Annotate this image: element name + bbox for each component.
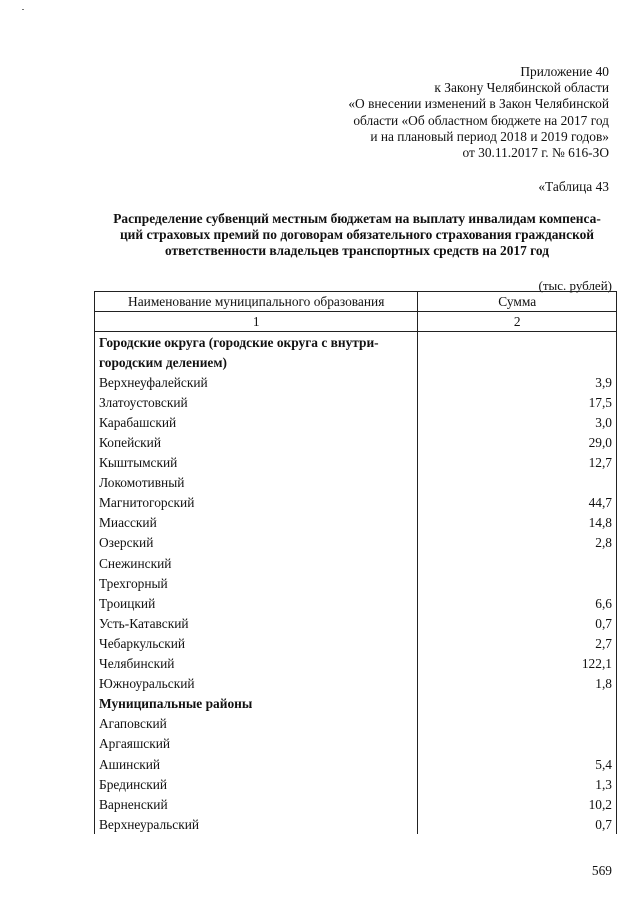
section-heading: Муниципальные районы bbox=[95, 694, 418, 714]
municipality-name: Верхнеуфалейский bbox=[95, 372, 418, 392]
municipality-name: Локомотивный bbox=[95, 473, 418, 493]
municipality-name: Аргаяшский bbox=[95, 734, 418, 754]
table-row bbox=[95, 613, 617, 633]
municipality-name: Брединский bbox=[95, 774, 418, 794]
table-row bbox=[95, 633, 617, 653]
title-line: ций страховых премий по договорам обязательного страхования гражданской bbox=[119, 227, 595, 243]
municipality-name: Кыштымский bbox=[95, 453, 418, 473]
appendix-line: «О внесении изменений в Закон Челябинской bbox=[348, 96, 609, 112]
sum-value bbox=[418, 734, 617, 754]
table-row bbox=[95, 714, 617, 734]
table-row bbox=[95, 593, 617, 613]
scan-mark bbox=[22, 9, 24, 10]
municipality-name: Копейский bbox=[95, 432, 418, 452]
table-label: «Таблица 43 bbox=[538, 179, 609, 194]
table-row bbox=[95, 513, 617, 533]
header-row bbox=[95, 292, 617, 312]
section-heading: Городские округа (городские округа с внутри- bbox=[95, 332, 418, 353]
table-row bbox=[95, 654, 617, 674]
table-row bbox=[95, 453, 617, 473]
document-title bbox=[92, 211, 622, 260]
sum-value: 29,0 bbox=[418, 432, 617, 452]
section-row bbox=[95, 352, 617, 372]
municipality-name: Усть-Катавский bbox=[95, 613, 418, 633]
sum-value: 6,6 bbox=[418, 593, 617, 613]
appendix-line: и на плановый период 2018 и 2019 годов» bbox=[370, 128, 609, 144]
appendix-line: области «Об областном бюджете на 2017 год bbox=[353, 112, 609, 128]
municipality-name: Троицкий bbox=[95, 593, 418, 613]
municipality-name: Миасский bbox=[95, 513, 418, 533]
municipality-name: Озерский bbox=[95, 533, 418, 553]
municipality-name: Златоустовский bbox=[95, 392, 418, 412]
table-row bbox=[95, 493, 617, 513]
municipality-name: Карабашский bbox=[95, 412, 418, 432]
sum-value: 0,7 bbox=[418, 613, 617, 633]
empty-sum-cell bbox=[418, 694, 617, 714]
municipality-name: Агаповский bbox=[95, 714, 418, 734]
table-row bbox=[95, 412, 617, 432]
table-row bbox=[95, 372, 617, 392]
sum-value: 2,7 bbox=[418, 633, 617, 653]
appendix-line: от 30.11.2017 г. № 616-ЗО bbox=[462, 145, 609, 161]
empty-sum-cell bbox=[418, 352, 617, 372]
municipality-name: Варненский bbox=[95, 794, 418, 814]
table-row bbox=[95, 432, 617, 452]
column-number: 2 bbox=[418, 312, 617, 332]
page-number: 569 bbox=[591, 863, 612, 878]
table-row bbox=[95, 674, 617, 694]
sum-value bbox=[418, 573, 617, 593]
table-row bbox=[95, 734, 617, 754]
table-row bbox=[95, 473, 617, 493]
units-label: (тыс. рублей) bbox=[538, 278, 612, 293]
sum-value: 1,3 bbox=[418, 774, 617, 794]
sum-value: 14,8 bbox=[418, 513, 617, 533]
sum-value: 44,7 bbox=[418, 493, 617, 513]
table-row bbox=[95, 392, 617, 412]
sum-value: 10,2 bbox=[418, 794, 617, 814]
appendix-block bbox=[348, 64, 609, 161]
sum-value: 3,0 bbox=[418, 412, 617, 432]
municipality-name: Снежинский bbox=[95, 553, 418, 573]
municipality-name: Челябинский bbox=[95, 654, 418, 674]
appendix-line: Приложение 40 bbox=[520, 64, 609, 79]
municipality-name: Ашинский bbox=[95, 754, 418, 774]
column-number-row bbox=[95, 312, 617, 332]
sum-value: 12,7 bbox=[418, 453, 617, 473]
header-sum: Сумма bbox=[418, 292, 617, 312]
table-row bbox=[95, 553, 617, 573]
municipality-name: Магнитогорский bbox=[95, 493, 418, 513]
table-row bbox=[95, 814, 617, 834]
header-name: Наименование муниципального образования bbox=[95, 292, 418, 312]
sum-value: 2,8 bbox=[418, 533, 617, 553]
table-row bbox=[95, 754, 617, 774]
title-line: ответственности владельцев транспортных средств на 2017 год bbox=[165, 243, 549, 259]
municipality-name: Трехгорный bbox=[95, 573, 418, 593]
section-heading: городским делением) bbox=[95, 352, 418, 372]
sum-value bbox=[418, 714, 617, 734]
title-line: Распределение субвенций местным бюджетам на выплату инвалидам компенса- bbox=[113, 211, 601, 226]
municipality-name: Чебаркульский bbox=[95, 633, 418, 653]
table-row bbox=[95, 794, 617, 814]
subsidy-table bbox=[94, 291, 617, 834]
sum-value bbox=[418, 473, 617, 493]
table-row bbox=[95, 533, 617, 553]
empty-sum-cell bbox=[418, 332, 617, 353]
sum-value bbox=[418, 553, 617, 573]
sum-value: 122,1 bbox=[418, 654, 617, 674]
column-number: 1 bbox=[95, 312, 418, 332]
sum-value: 5,4 bbox=[418, 754, 617, 774]
table-row bbox=[95, 573, 617, 593]
sum-value: 17,5 bbox=[418, 392, 617, 412]
section-row bbox=[95, 694, 617, 714]
section-row bbox=[95, 332, 617, 353]
sum-value: 0,7 bbox=[418, 814, 617, 834]
appendix-line: к Закону Челябинской области bbox=[434, 80, 609, 96]
municipality-name: Верхнеуральский bbox=[95, 814, 418, 834]
sum-value: 3,9 bbox=[418, 372, 617, 392]
municipality-name: Южноуральский bbox=[95, 674, 418, 694]
table-row bbox=[95, 774, 617, 794]
sum-value: 1,8 bbox=[418, 674, 617, 694]
